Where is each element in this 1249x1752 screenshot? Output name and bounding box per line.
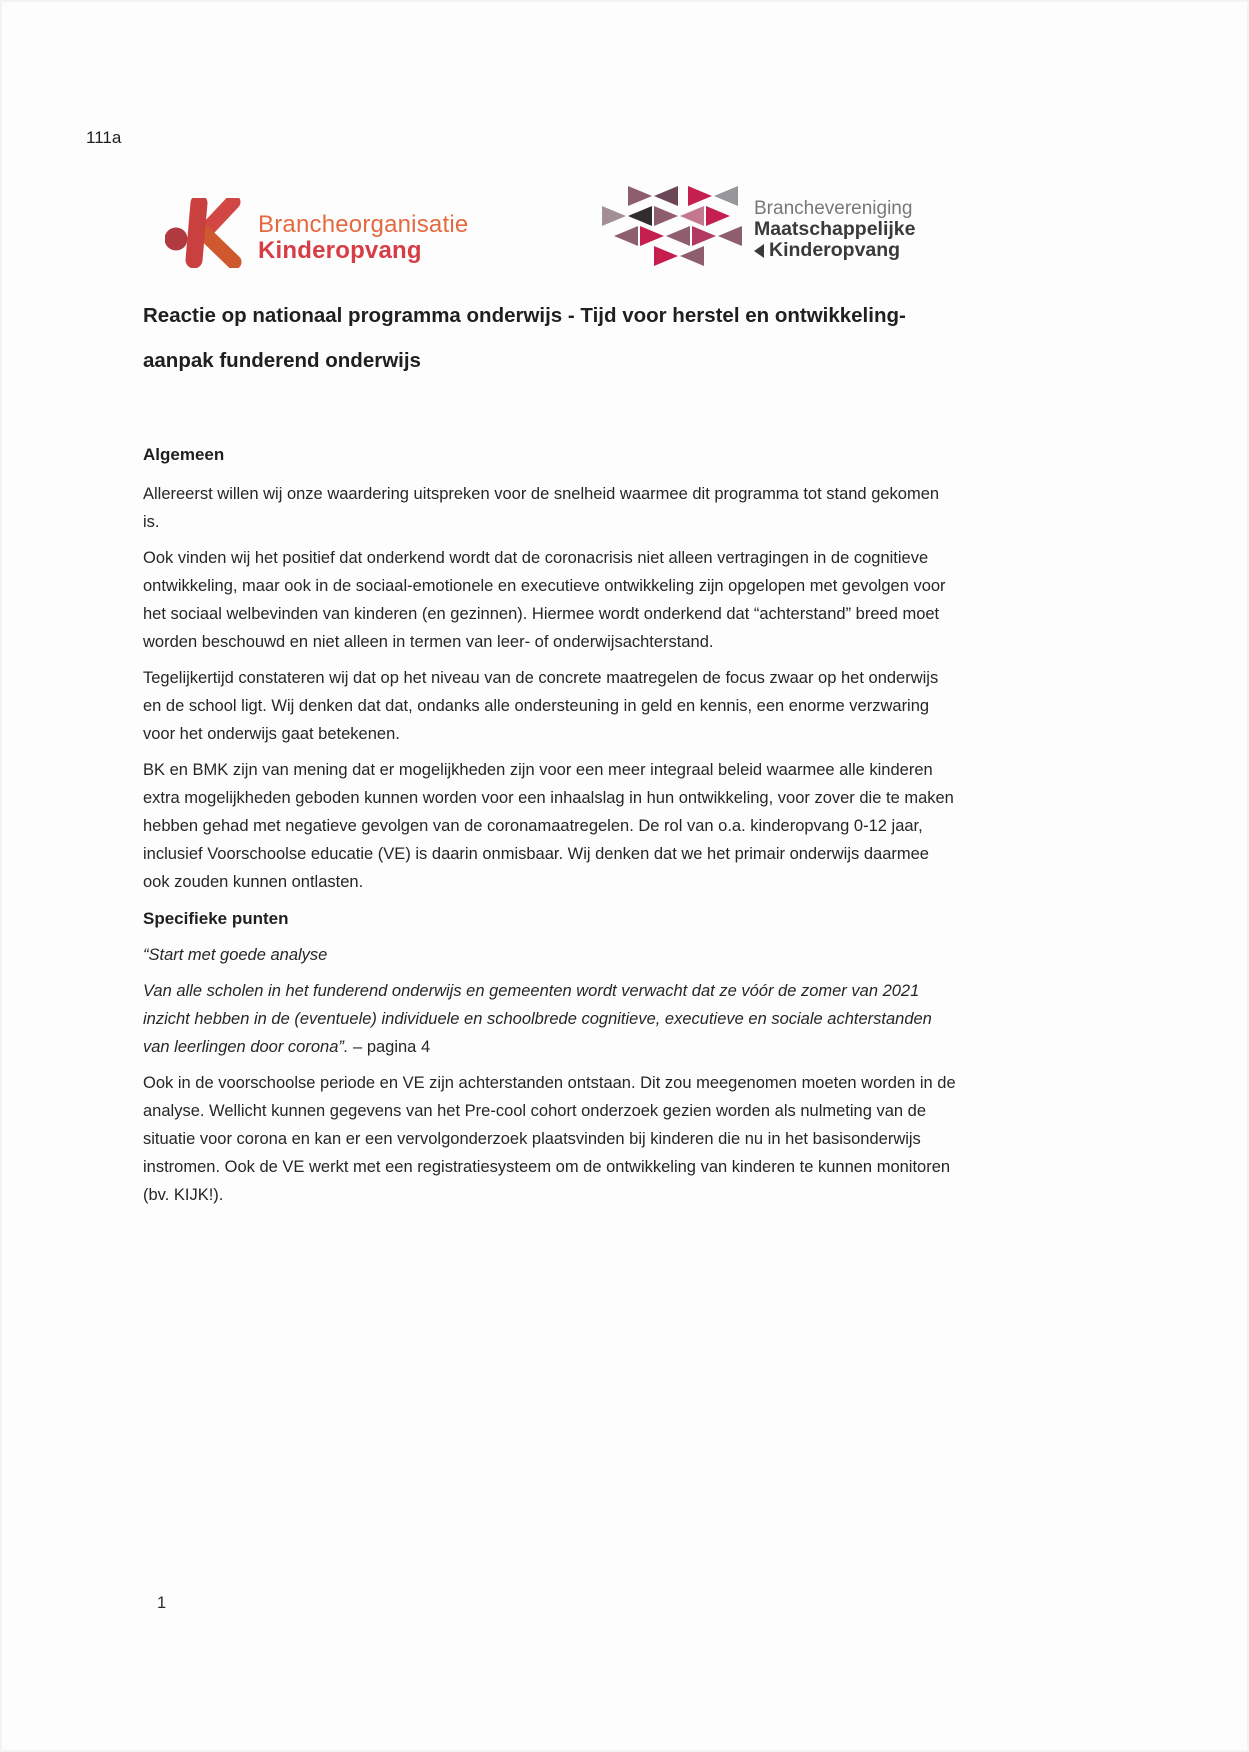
quote-intro: “Start met goede analyse	[143, 946, 328, 964]
letter-title-line2: aanpak funderend onderwijs	[143, 349, 421, 372]
bk-logo-text	[258, 212, 468, 264]
bmk-logo	[588, 186, 915, 266]
paragraph-3: Tegelijkertijd constateren wij dat op het niveau van de concrete maatregelen de focus zwaar op het onderwijs en de school ligt. Wij denken dat dat, ondanks alle ondersteuning in geld en kennis, een enorme verzwaring voor het onderwijs gaat betekenen.	[143, 669, 939, 743]
paragraph-2: Ook vinden wij het positief dat onderkend wordt dat de coronacrisis niet alleen vertragingen in de cognitieve ontwikkeling, maar ook in de sociaal-emotionele en executieve ontwikkeling zijn opgelopen met gevolgen voor het sociaal welbevinden van kinderen (en gezinnen). Hiermee wordt onderkend dat “achterstand” breed moet worden beschouwd en niet alleen in termen van leer- of onderwijsachterstand.	[143, 549, 946, 651]
bmk-logo-line3	[754, 240, 915, 261]
quote-body: Van alle scholen in het funderend onderwijs en gemeenten wordt verwacht dat ze vóór de zomer van 2021 inzicht hebben in de (eventuele) individuele en schoolbrede cognitieve, executieve en sociale achterstanden van leerlingen door corona”.	[143, 982, 932, 1056]
bk-logo-line2: Kinderopvang	[258, 237, 422, 264]
bmk-logo-line2: Maatschappelijke	[754, 218, 916, 240]
paragraph-1: Allereerst willen wij onze waardering uitspreken voor de snelheid waarmee dit programma tot stand gekomen is.	[143, 485, 940, 531]
letter-body	[143, 302, 958, 1209]
bmk-logo-line3-label: Kinderopvang	[769, 239, 901, 261]
section-heading-specifieke-punten: Specifieke punten	[143, 909, 289, 928]
letter-title-line1: Reactie op nationaal programma onderwijs - Tijd voor herstel en ontwikkeling-	[143, 304, 906, 327]
paragraph-5: Ook in de voorschoolse periode en VE zijn achterstanden ontstaan. Dit zou meegenomen moeten worden in de analyse. Wellicht kunnen gegevens van het Pre-cool cohort onderzoek gezien worden als nulmeting van de situatie voor corona en kan er een vervolgonderzoek plaatsvinden bij kinderen die nu in het basisonderwijs instromen. Ook de VE werkt met een registratiesysteem om de ontwikkeling van kinderen te kunnen monitoren (bv. KIJK!).	[143, 1074, 956, 1204]
quote-page-reference: – pagina 4	[348, 1038, 431, 1056]
document-number: 111a	[86, 128, 122, 147]
bk-logo	[165, 198, 468, 268]
page-number: 1	[157, 1594, 167, 1612]
bmk-logo-text	[754, 198, 915, 261]
bk-k-icon	[165, 198, 243, 268]
bmk-logo-line1: Branchevereniging	[754, 198, 913, 219]
bk-logo-line1: Brancheorganisatie	[258, 211, 469, 238]
bmk-triangle-icon	[754, 244, 764, 258]
bmk-mosaic-icon	[588, 186, 746, 266]
section-heading-algemeen: Algemeen	[143, 445, 225, 464]
quote-paragraph	[143, 977, 958, 1061]
paragraph-4: BK en BMK zijn van mening dat er mogelijkheden zijn voor een meer integraal beleid waarmee alle kinderen extra mogelijkheden geboden kunnen worden voor een inhaalslag in hun ontwikkeling, voor zover die te maken hebben gehad met negatieve gevolgen van de coronamaatregelen. De rol van o.a. kinderopvang 0-12 jaar, inclusief Voorschoolse educatie (VE) is daarin onmisbaar. Wij denken dat we het primair onderwijs daarmee ook zouden kunnen ontlasten.	[143, 761, 954, 891]
